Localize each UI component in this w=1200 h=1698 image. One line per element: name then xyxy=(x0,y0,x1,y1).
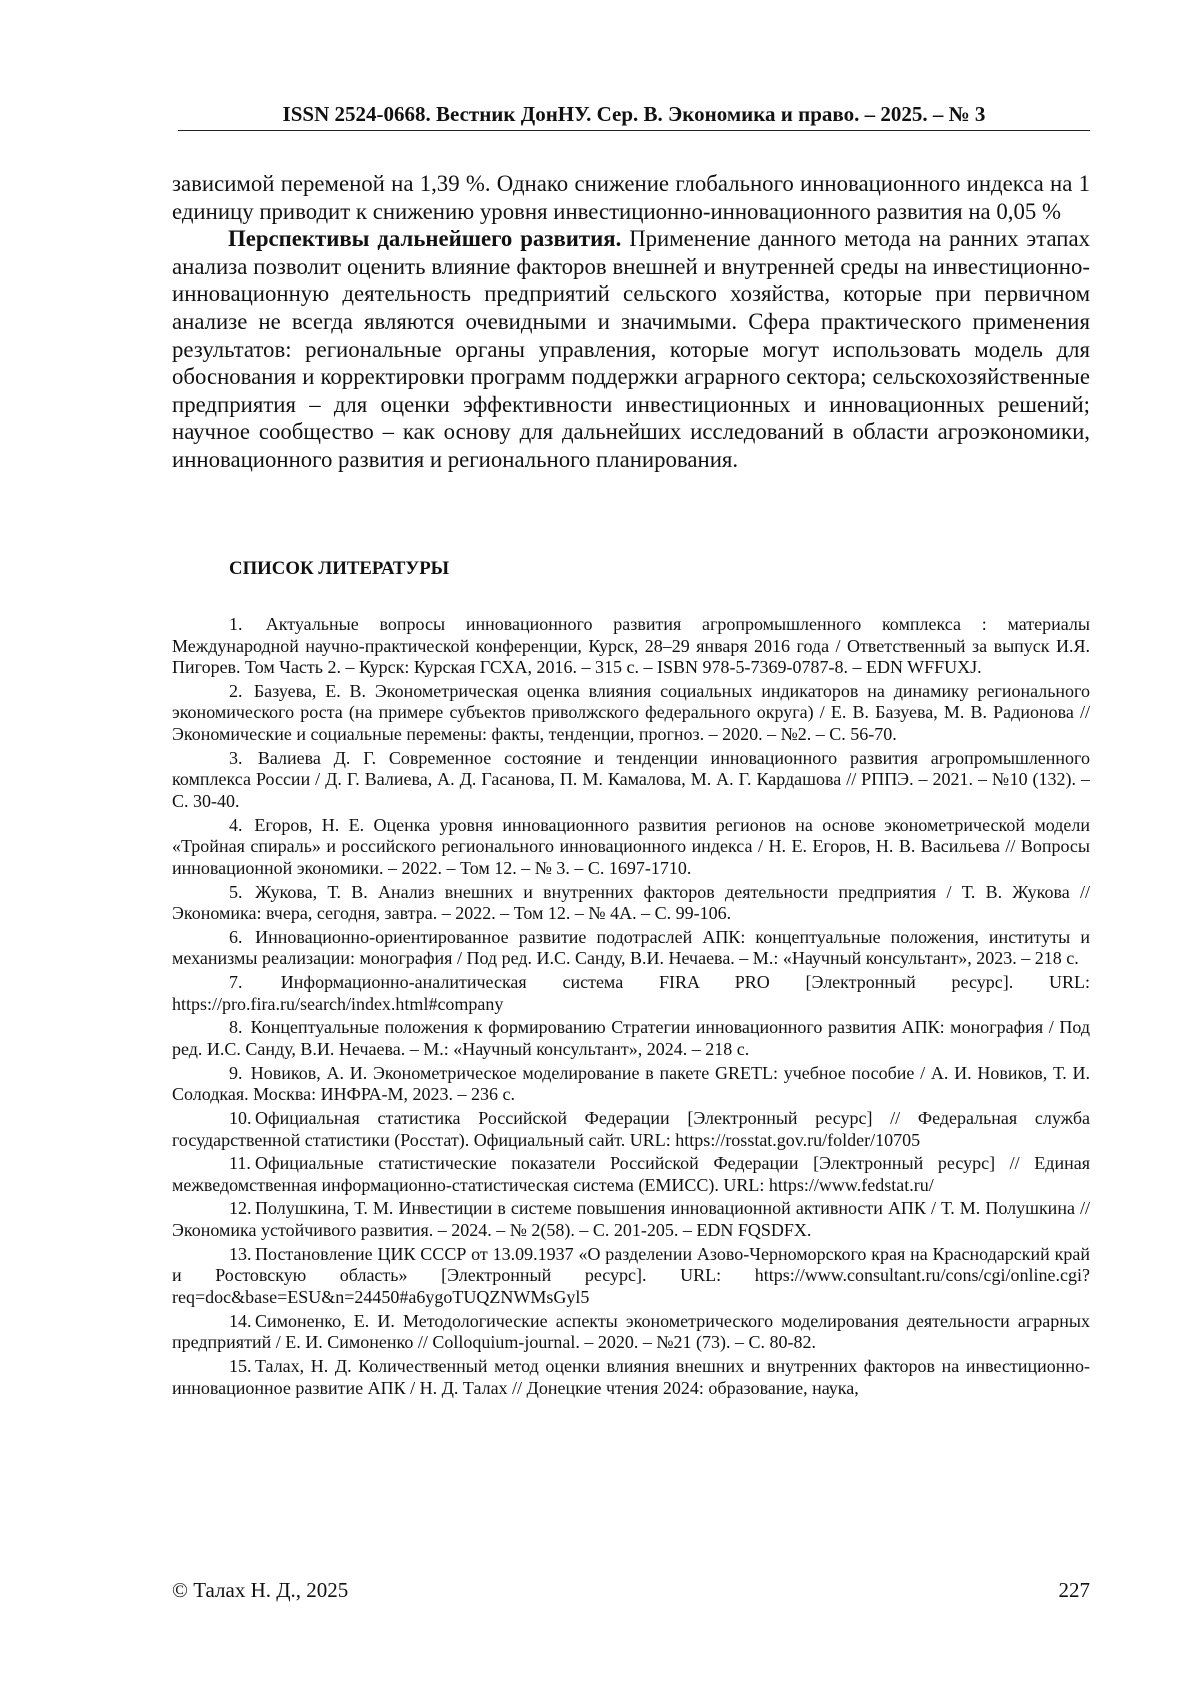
reference-text: Полушкина, Т. М. Инвестиции в системе повышения инновационной активности АПК / Т. М. Полушкина // Экономика устойчивого развития. – 2024. – № 2(58). – С. 201-205. – EDN FQSDFX. xyxy=(172,1198,1090,1241)
reference-text: Талах, Н. Д. Количественный метод оценки влияния внешних и внутренних факторов на инвестиционно-инновационное развитие АПК / Н. Д. Талах // Донецкие чтения 2024: образование, наука, xyxy=(172,1355,1090,1398)
paragraph-text: Применение данного метода на ранних этапах анализа позволит оценить влияние факторов внешней и внутренней среды на инвестиционно-инновационную деятельность предприятий сельского хозяйства, которые при первичном анализе не всегда являются очевидными и значимыми. Сфера практического применения результатов: региональные органы управления, которые могут использовать модель для обоснования и корректировки программ поддержки аграрного сектора; сельскохозяйственные предприятия – для оценки эффективности инвестиционных и инновационных решений; научное сообщество – как основу для дальнейших исследований в области агроэкономики, инновационного развития и регионального планирования. xyxy=(172,226,1090,472)
paragraph-continuation: зависимой переменой на 1,39 %. Однако снижение глобального инновационного индекса на 1 единицу приводит к снижению уровня инвестиционно-инновационного развития на 0,05 % xyxy=(172,171,1090,224)
paragraph-lead: Перспективы дальнейшего развития. xyxy=(228,226,622,252)
copyright-notice: © Талах Н. Д., 2025 xyxy=(172,1578,349,1602)
reference-text: Егоров, Н. Е. Оценка уровня инновационного развития регионов на основе эконометрической модели «Тройная спираль» и российского регионального инновационного индекса / Н. Е. Егоров, Н. В. Васильева // Вопросы инновационной экономики. – 2022. – Том 12. – № 3. – С. 1697-1710. xyxy=(172,814,1090,878)
reference-text: Жукова, Т. В. Анализ внешних и внутренних факторов деятельности предприятия / Т. В. Жукова // Экономика: вчера, сегодня, завтра. – 2022. – Том 12. – № 4А. – С. 99-106. xyxy=(172,881,1090,924)
reference-item xyxy=(172,681,1090,746)
reference-number: 6. xyxy=(229,926,243,947)
reference-number: 7. xyxy=(229,972,243,993)
reference-text: Актуальные вопросы инновационного развития агропромышленного комплекса : материалы Международной научно-практической конференции, Курск, 28–29 января 2016 года / Ответственный за выпуск И.Я. Пигорев. Том Часть 2. – Курск: Курская ГСХА, 2016. – 315 с. – ISBN 978-5-7369-0787-8. – EDN WFFUXJ. xyxy=(172,614,1091,678)
reference-item xyxy=(172,927,1090,970)
reference-text: Инновационно-ориентированное развитие подотраслей АПК: концептуальные положения, институты и механизмы реализации: монография / Под ред. И.С. Санду, В.И. Нечаева. – М.: «Научный консультант», 2023. – 218 с. xyxy=(172,926,1090,969)
reference-number: 9. xyxy=(229,1062,243,1083)
document-page xyxy=(172,0,1090,1698)
reference-item xyxy=(172,1153,1090,1196)
paragraph-perspectives xyxy=(172,225,1090,473)
reference-text: Постановление ЦИК СССР от 13.09.1937 «О разделении Азово-Черноморского края на Краснодарский край и Ростовскую область» [Электронный ресурс]. URL: https://www.consultant.ru/cons/cgi/online.cgi?req=doc&base=ESU&n=24450#a6ygoTUQZNWMsGyl5 xyxy=(172,1243,1090,1307)
reference-item xyxy=(172,1244,1090,1309)
reference-number: 4. xyxy=(229,814,243,835)
reference-item xyxy=(172,972,1090,1015)
references-title: СПИСОК ЛИТЕРАТУРЫ xyxy=(229,558,450,579)
running-header: ISSN 2524-0668. Вестник ДонНУ. Сер. В. Экономика и право. – 2025. – № 3 xyxy=(178,100,1090,131)
reference-item xyxy=(172,815,1090,880)
reference-text: Симоненко, Е. И. Методологические аспекты эконометрического моделирования деятельности аграрных предприятий / Е. И. Симоненко // Colloquium-journal. – 2020. – №21 (73). – С. 80-82. xyxy=(172,1310,1090,1353)
reference-text: Базуева, Е. В. Эконометрическая оценка влияния социальных индикаторов на динамику регионального экономического роста (на примере субъектов приволжского федерального округа) / Е. В. Базуева, М. В. Радионова // Экономические и социальные перемены: факты, тенденции, прогноз. – 2020. – №2. – С. 56-70. xyxy=(172,680,1090,745)
reference-item xyxy=(172,1017,1090,1060)
reference-item xyxy=(172,1108,1090,1151)
reference-number: 1. xyxy=(229,614,243,634)
reference-text: Официальные статистические показатели Российской Федерации [Электронный ресурс] // Единая межведомственная информационно-статистическая система (ЕМИСС). URL: https://www.fedstat.ru/ xyxy=(172,1153,1090,1195)
reference-number: 3. xyxy=(229,747,243,768)
reference-number: 5. xyxy=(229,881,243,902)
reference-item xyxy=(172,882,1090,925)
reference-number: 12. xyxy=(229,1198,252,1219)
reference-item xyxy=(172,1198,1090,1241)
body-text xyxy=(172,170,1090,474)
reference-text: Валиева Д. Г. Современное состояние и тенденции инновационного развития агропромышленного комплекса России / Д. Г. Валиева, А. Д. Гасанова, П. М. Камалова, М. А. Г. Кардашова // РППЭ. – 2021. – №10 (132). – С. 30-40. xyxy=(172,747,1090,811)
reference-text: Информационно-аналитическая система FIRA PRO [Электронный ресурс]. URL: https://pro.fira.ru/search/index.html#company xyxy=(172,972,1090,1014)
references-list xyxy=(172,614,1090,1401)
reference-item xyxy=(172,614,1090,679)
reference-number: 15. xyxy=(229,1355,252,1376)
reference-number: 2. xyxy=(229,680,243,701)
reference-number: 13. xyxy=(229,1243,252,1264)
reference-number: 14. xyxy=(229,1310,252,1331)
reference-item xyxy=(172,1311,1090,1354)
page-number: 227 xyxy=(1058,1578,1090,1602)
reference-text: Официальная статистика Российской Федерации [Электронный ресурс] // Федеральная служба государственной статистики (Росстат). Официальный сайт. URL: https://rosstat.gov.ru/folder/10705 xyxy=(172,1107,1090,1150)
reference-number: 8. xyxy=(229,1017,243,1038)
reference-item xyxy=(172,1063,1090,1106)
reference-number: 11. xyxy=(229,1153,251,1174)
reference-item xyxy=(172,748,1090,813)
reference-number: 10. xyxy=(229,1107,252,1128)
reference-text: Концептуальные положения к формированию Стратегии инновационного развития АПК: монография / Под ред. И.С. Санду, В.И. Нечаева. – М.: «Научный консультант», 2024. – 218 с. xyxy=(172,1017,1090,1059)
reference-text: Новиков, А. И. Эконометрическое моделирование в пакете GRETL: учебное пособие / А. И. Новиков, Т. И. Солодкая. Москва: ИНФРА-М, 2023. – 236 с. xyxy=(172,1062,1090,1105)
reference-item xyxy=(172,1356,1090,1399)
